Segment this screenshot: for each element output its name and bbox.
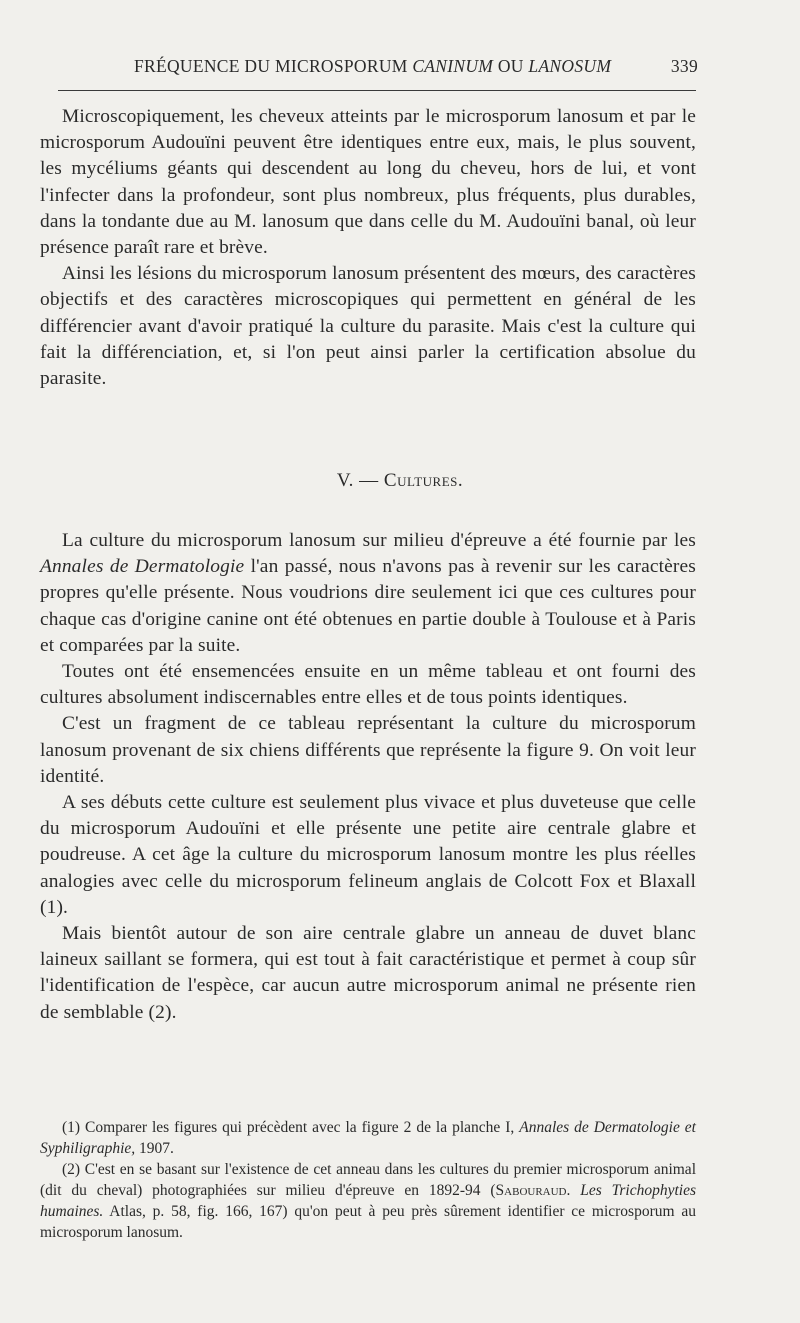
paragraph-microscopie: Microscopiquement, les cheveux atteints par le microsporum lanosum et par le microsporum Audouïni peuvent être identiques entre eux, mais, le plus souvent, les mycéliums géants qui descendent au long du cheveu, hors de lui, et vont l'infecter dans la profondeur, sont plus nombreux, plus fréquents, plus durables, dans la tondante due au M. lanosum que dans celle du M. Audouïni banal, où leur présence paraît rare et brève. [40,106,696,259]
paragraph-ensemencees: Toutes ont été ensemencées ensuite en un même tableau et ont fourni des cultures absolument indiscernables entre elles et de tous points identiques. [40,661,696,709]
footnotes [40,1117,696,1243]
page-number: 339 [670,56,698,76]
footnote-1: (1) Comparer les figures qui précèdent avec la figure 2 de la planche I, Annales de Dermatologie et Syphiligraphie, 1907. [40,1119,696,1157]
running-head-title: FRÉQUENCE DU MICROSPORUM CANINUM OU LANOSUM [134,56,612,76]
section-heading: V. — Cultures. [336,470,464,491]
paragraph-lesions: Ainsi les lésions du microsporum lanosum présentent des mœurs, des caractères objectifs et des caractères microscopiques qui permettent en général de les différencier avant d'avoir pratiqué la culture du parasite. Mais c'est la culture qui fait la différenciation, et, si l'on peut ainsi parler la certification absolue du parasite. [40,263,696,390]
body-text-top [40,104,696,392]
body-text-cultures [40,528,696,1026]
paragraph-anneau: Mais bientôt autour de son aire centrale glabre un anneau de duvet blanc laineux saillant se formera, qui est tout à fait caractéristique et permet à coup sûr l'identification de l'espèce, car aucun autre microsporum animal ne présente rien de semblable (2). [40,923,696,1023]
header-rule [58,90,696,91]
paragraph-fragment-tableau: C'est un fragment de ce tableau représentant la culture du microsporum lanosum provenant de six chiens différents que représente la figure 9. On voit leur identité. [40,713,696,787]
paragraph-culture-lanosum: La culture du microsporum lanosum sur milieu d'épreuve a été fournie par les Annales de Dermatologie l'an passé, nous n'avons pas à revenir sur les caractères propres qu'elle présente. Nous voudrions dire seulement ici que ces cultures pour chaque cas d'origine canine ont été obtenues en partie double à Toulouse et à Paris et comparées par la suite. [40,530,696,656]
paragraph-debuts: A ses débuts cette culture est seulement plus vivace et plus duveteuse que celle du microsporum Audouïni et elle présente une petite aire centrale glabre et poudreuse. A cet âge la culture du microsporum lanosum montre les plus réelles analogies avec celle du microsporum felineum anglais de Colcott Fox et Blaxall (1). [40,792,696,918]
footnote-2: (2) C'est en se basant sur l'existence de cet anneau dans les cultures du premier microsporum animal (dit du cheval) photographiées sur milieu d'épreuve en 1892-94 (Sabouraud. Les Trichophyties humaines. Atlas, p. 58, fig. 166, 167) qu'on peut à peu près sûrement identifier ce microsporum au microsporum lanosum. [40,1161,697,1241]
